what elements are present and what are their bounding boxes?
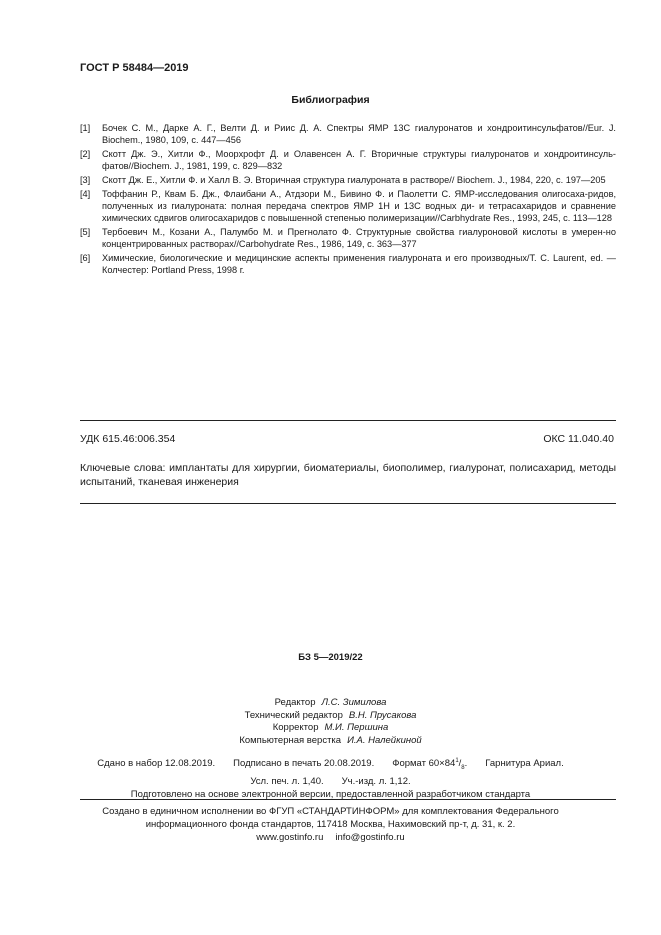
divider	[80, 799, 616, 800]
staff-row	[0, 722, 661, 735]
staff-row	[0, 697, 661, 710]
ref-number: [2]	[80, 148, 91, 159]
staff-row	[0, 710, 661, 723]
footer-line-1: Создано в единичном исполнении во ФГУП «СТАНДАРТИНФОРМ» для комплектования Федерального	[102, 806, 559, 817]
ref-number: [4]	[80, 188, 91, 199]
editorial-staff	[0, 697, 661, 747]
ref-number: [1]	[80, 123, 91, 133]
ref-text: Химические, биологические и медицинские аспекты применения гиалуроната и его производных/Т. С. Laurent, ed. — Колчестер: Portland Press, 1998 г.	[102, 252, 616, 275]
keywords: Ключевые слова: имплантаты для хирургии, биоматериалы, биополимер, гиалуронат, полисахарид, методы испытаний, тканевая инженерия	[80, 462, 616, 488]
bibliography-item	[80, 226, 616, 250]
email-link[interactable]: info@gostinfo.ru	[335, 832, 405, 843]
staff-role: Компьютерная верстка	[239, 734, 342, 746]
staff-row	[0, 735, 661, 748]
staff-name: М.И. Першина	[324, 722, 389, 733]
staff-name: И.А. Налейкиной	[347, 734, 422, 746]
oks-code: ОКС 11.040.40	[543, 433, 614, 445]
staff-name: В.Н. Прусакова	[348, 709, 417, 721]
ref-number: [5]	[80, 226, 91, 237]
ref-text: Тербоевич М., Козани А., Палумбо М. и Прегнолато Ф. Структурные свойства гиалуроновой кислоты в умерен-но концентрированных растворах//Carbohydrate Res., 1986, 149, с. 363—377	[102, 226, 616, 249]
ref-number: [3]	[80, 174, 91, 185]
ref-text: Бочек С. М., Дарке А. Г., Велти Д. и Риис Д. А. Спектры ЯМР 13С гиалуронатов и хондроитинсульфатов//Eur. J. Biochem., 1980, 109, с. 447—456	[102, 123, 616, 146]
divider	[80, 503, 616, 504]
prepared-note: Подготовлено на основе электронной версии, предоставленной разработчиком стандарта	[130, 789, 531, 801]
bibliography-title: Библиография	[291, 94, 370, 106]
staff-role: Технический редактор	[244, 709, 343, 721]
ref-text: Тоффанин Р., Квам Б. Дж., Флаибани А., Атдзори М., Бивино Ф. и Паолетти С. ЯМР-исследования олигосаха-ридов, полученных из гиалуроната: полная передача спектров ЯМР 1Н и 13С водных ди- и тетрасахаридов и сравнение химических сдвигов олигосахаридов с повышенной степенью полимеризации//Carbhydrate Res., 1993, 245, с. 113—128	[102, 188, 616, 223]
staff-role: Корректор	[272, 722, 319, 733]
divider	[80, 420, 616, 421]
print-sheets: Усл. печ. л. 1,40.	[250, 776, 324, 788]
website-link[interactable]: www.gostinfo.ru	[256, 832, 324, 843]
ref-text: Скотт Дж. Э., Хитли Ф., Моорхрофт Д. и Олавенсен А. Г. Вторичные структуры гиалуронатов и хондроитинсуль-фатов//Biochem. J., 1981, 199, с. 829—832	[102, 148, 616, 172]
footer-contacts	[0, 831, 661, 844]
publisher-footer	[0, 805, 661, 844]
ref-number: [6]	[80, 252, 91, 263]
pub-sheets: Уч.-изд. л. 1,12.	[341, 776, 411, 788]
bibliography-list	[80, 122, 616, 277]
bibliography-item	[80, 188, 616, 225]
format: Формат $60\times 84^1/_8$.	[392, 758, 468, 772]
signed-date: Подписано в печать 20.08.2019.	[233, 758, 375, 770]
bz-number: БЗ 5—2019/22	[298, 652, 363, 663]
publication-info	[0, 755, 661, 801]
publication-line-2	[0, 775, 661, 788]
bibliography-item	[80, 148, 616, 172]
sent-date: Сдано в набор 12.08.2019.	[97, 758, 216, 770]
footer-line-2: информационного фонда стандартов, 117418 Москва, Нахимовский пр-т, д. 31, к. 2.	[145, 819, 516, 830]
bibliography-item	[80, 252, 616, 276]
bibliography-item	[80, 174, 616, 186]
ref-text: Скотт Дж. Е., Хитли Ф. и Халл В. Э. Вторичная структура гиалуроната в растворе// Biochem. J., 1984, 220, с. 197—205	[102, 174, 606, 185]
staff-name: Л.С. Зимилова	[321, 697, 387, 708]
bibliography-item	[80, 122, 616, 146]
staff-role: Редактор	[274, 697, 316, 708]
publication-line-1	[0, 755, 661, 775]
standard-designation: ГОСТ Р 58484—2019	[80, 62, 189, 74]
typeface: Гарнитура Ариал.	[485, 758, 564, 770]
udk-code: УДК 615.46:006.354	[80, 433, 176, 445]
